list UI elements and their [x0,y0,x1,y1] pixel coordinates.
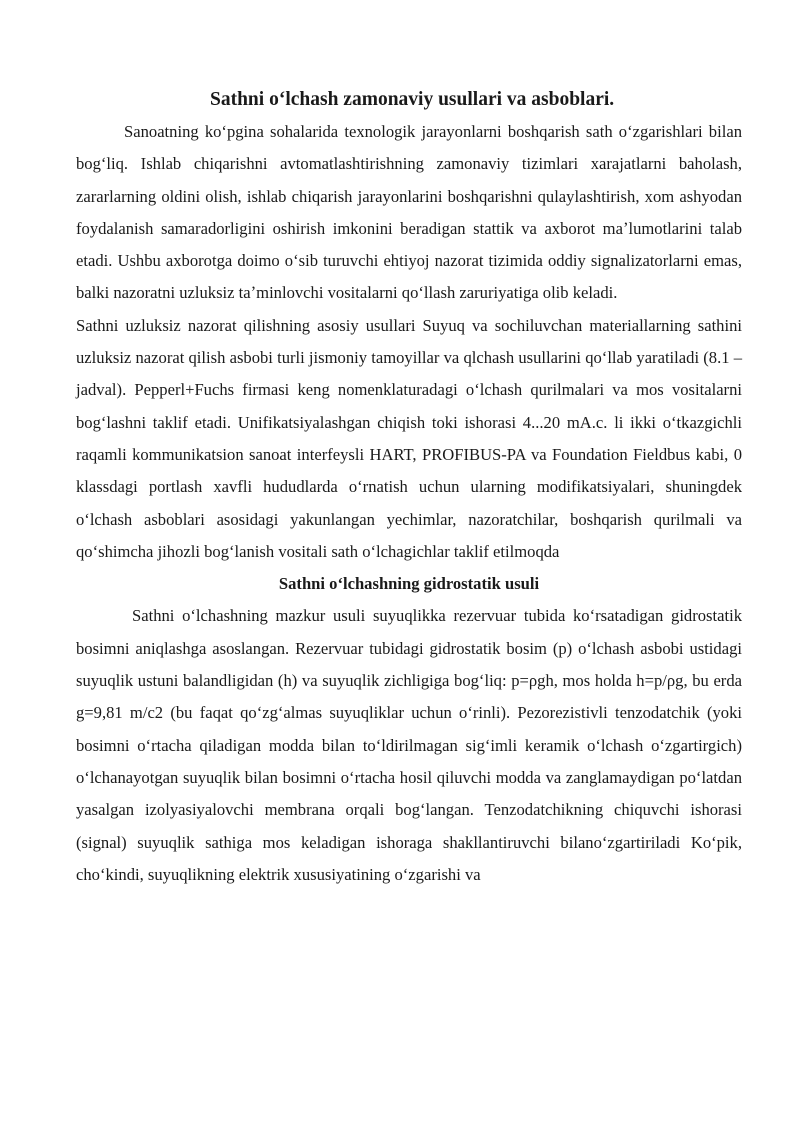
intro-paragraph: Sanoatning koʻpgina sohalarida texnologik jarayonlarni boshqarish sath oʻzgarishlari bilan bogʻliq. Ishlab chiqarishni avtomatlashtirishning zamonaviy tizimlari xarajatlarni baholash, zararlarning oldini olish, ishlab chiqarish jarayonlarini boshqarishni qulaylashtirish, xom ashyodan foydalanish samaradorligini oshirish imkonini beradigan stattik va axborot maʼlumotlarini talab etadi. Ushbu axborotga doimo oʻsib turuvchi ehtiyoj nazorat tizimida oddiy signalizatorlarni emas, balki nazoratni uzluksiz taʼminlovchi vositalarni qoʻllash zaruriyatiga olib keladi. [76,122,742,303]
section-subtitle: Sathni oʻlchashning gidrostatik usuli [278,574,540,594]
continuous-control-paragraph: Sathni uzluksiz nazorat qilishning asosiy usullari Suyuq va sochiluvchan materiallarning sathini uzluksiz nazorat qilish asbobi turli jismoniy tamoyillar va qlchash usullarini qoʻllab yaratiladi (8.1 – jadval). Pepperl+Fuchs firmasi keng nomenklaturadagi oʻlchash qurilmalari va mos vositalarni bogʻlashni taklif etadi. Unifikatsiyalashgan chiqish toki ishorasi 4...20 mA.c. li ikki oʻtkazgichli raqamli kommunikatsion sanoat interfeysli HART, PROFIBUS-PA va Foundation Fieldbus kabi, 0 klassdagi portlash xavfli hududlarda oʻrnatish uchun ularning modifikatsiyalari, shuningdek oʻlchash asboblari asosidagi yakunlangan yechimlar, nazoratchilar, boshqarish qurilmali va qoʻshimcha jihozli bogʻlanish vositali sath oʻlchagichlar taklif etilmoqda [76,315,742,561]
hydrostatic-method-paragraph: Sathni oʻlchashning mazkur usuli suyuqlikka rezervuar tubida koʻrsatadigan gidrostatik bosimni aniqlashga asoslangan. Rezervuar tubidagi gidrostatik bosim (p) oʻlchash asbobi ustidagi suyuqlik ustuni balandligidan (h) va suyuqlik zichligiga bogʻliq: p=ρgh, mos holda h=p/ρg, bu erda g=9,81 m/c2 (bu faqat qoʻzgʻalmas suyuqliklar uchun oʻrinli). Pezorezistivli tenzodatchik (yoki bosimni oʻrtacha qiladigan modda bilan toʻldirilmagan sigʻimli keramik oʻlchash oʻzgartirgich) oʻlchanayotgan suyuqlik bilan bosimni oʻrtacha hosil qiluvchi modda va zanglamaydigan poʻlatdan yasalgan izolyasiyalovchi membrana orqali bogʻlangan. Tenzodatchikning chiquvchi ishorasi (signal) suyuqlik sathiga mos keladigan ishoraga shakllantiruvchi bilanoʻzgartiriladi Koʻpik, choʻkindi, suyuqlikning elektrik xususiyatining oʻzgarishi va [76,606,742,884]
document-page [76,84,742,891]
document-title: Sathni oʻlchash zamonaviy usullari va asboblari. [210,89,615,110]
